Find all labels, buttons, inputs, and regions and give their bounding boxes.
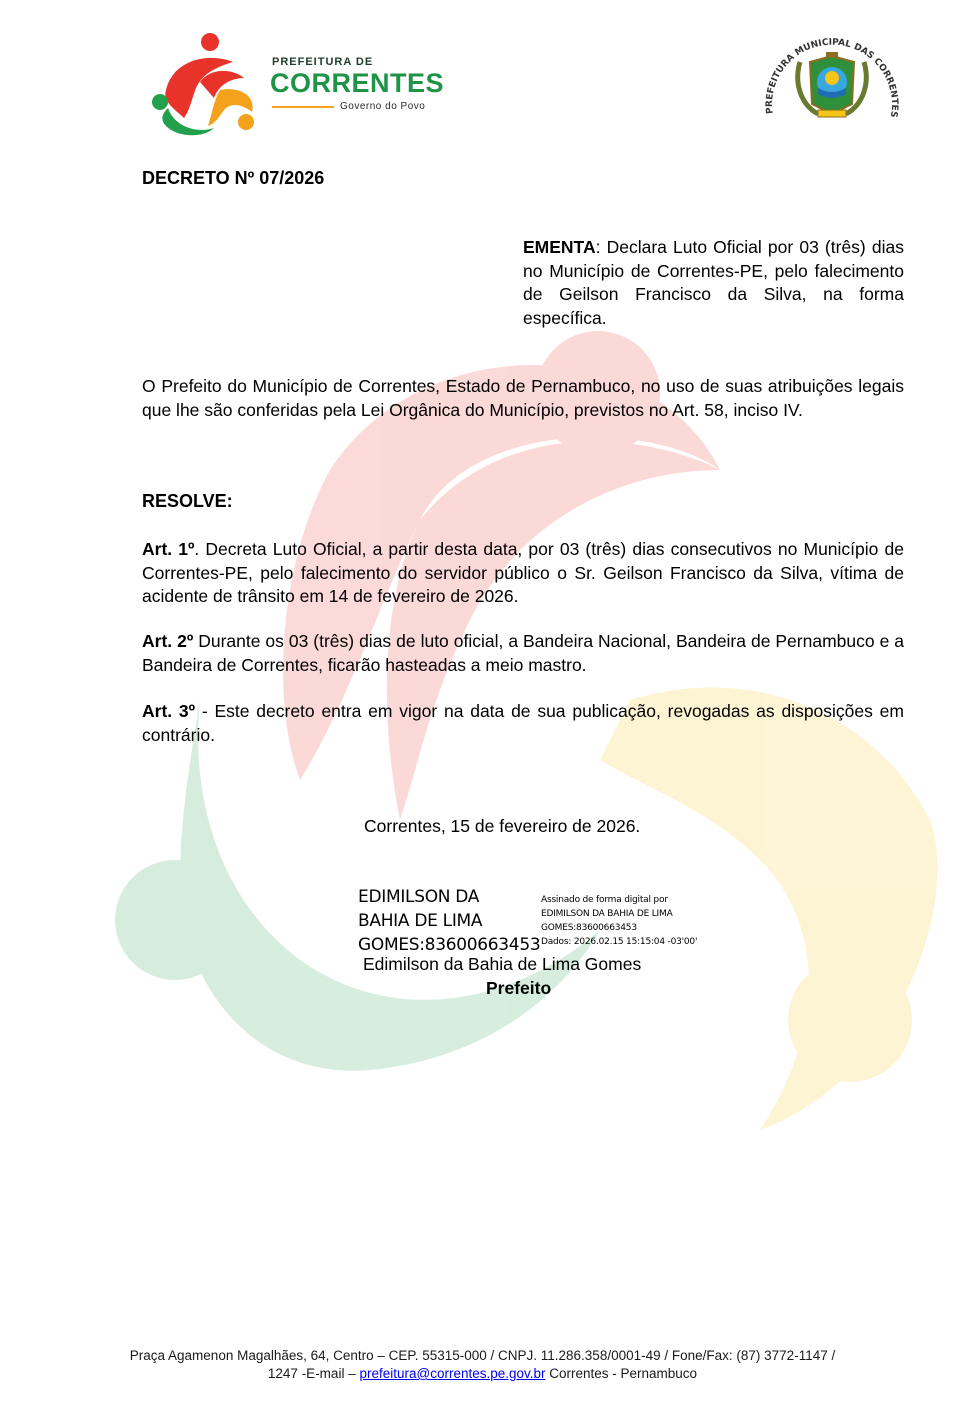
logo-divider xyxy=(272,106,334,108)
ementa-label: EMENTA xyxy=(523,237,596,257)
signer-name: Edimilson da Bahia de Lima Gomes xyxy=(363,954,642,974)
article-label: Art. 1º xyxy=(142,539,195,559)
footer-address xyxy=(80,1347,885,1383)
footer-city: Correntes - Pernambuco xyxy=(545,1366,698,1381)
footer-line-2 xyxy=(80,1365,885,1383)
prefeitura-logo xyxy=(148,30,458,140)
decree-date: Correntes, 15 de fevereiro de 2026. xyxy=(364,816,641,836)
article-text: . Decreta Luto Oficial, a partir desta data, por 03 (três) dias consecutivos no Município de Correntes-PE, pelo falecimento do servidor público o Sr. Geilson Francisco da Silva, vítima de acidente de trânsito em 14 de fevereiro de 2026. xyxy=(142,539,904,606)
article-label: Art. 3º xyxy=(142,701,196,721)
preamble: O Prefeito do Município de Correntes, Estado de Pernambuco, no uso de suas atribuições legais que lhe são conferidas pela Lei Orgânica do Município, previstos no Art. 58, inciso IV. xyxy=(142,376,904,420)
ementa xyxy=(523,236,904,330)
article-2 xyxy=(142,630,904,677)
signer-line: BAHIA DE LIMA xyxy=(358,911,483,931)
seal-emblem-icon xyxy=(752,12,912,142)
digital-line: GOMES:83600663453 xyxy=(541,923,637,933)
article-text: - Este decreto entra em vigor na data de sua publicação, revogadas as disposições em contrário. xyxy=(142,701,904,745)
signer-role: Prefeito xyxy=(486,978,552,998)
article-1 xyxy=(142,538,904,609)
article-text: Durante os 03 (três) dias de luto oficial, a Bandeira Nacional, Bandeira de Pernambuco e a Bandeira de Correntes, ficarão hasteadas a meio mastro. xyxy=(142,631,904,675)
email-link[interactable]: prefeitura@correntes.pe.gov.br xyxy=(359,1366,546,1381)
svg-text:PREFEITURA MUNICIPAL DAS CORRE: PREFEITURA MUNICIPAL DAS CORRENTES xyxy=(764,37,900,119)
logo-tagline: Governo do Povo xyxy=(340,101,426,112)
logo-name: CORRENTES xyxy=(270,68,445,98)
digital-line: EDIMILSON DA BAHIA DE LIMA xyxy=(541,909,673,919)
signer-line: GOMES:83600663453 xyxy=(358,935,541,955)
logo-top-text: PREFEITURA DE xyxy=(272,56,374,68)
article-label: Art. 2º xyxy=(142,631,194,651)
digital-line: Dados: 2026.02.15 15:15:04 -03'00' xyxy=(541,937,698,947)
signer-line: EDIMILSON DA xyxy=(358,887,480,907)
municipal-seal xyxy=(752,12,912,142)
digital-line: Assinado de forma digital por xyxy=(541,895,668,905)
decree-title: DECRETO Nº 07/2026 xyxy=(142,168,325,188)
digital-signature-info xyxy=(541,893,741,949)
footer-phone-tail: 1247 -E-mail – xyxy=(267,1366,360,1381)
article-3 xyxy=(142,700,904,747)
footer-line-1: Praça Agamenon Magalhães, 64, Centro – CEP. 55315-000 / CNPJ. 11.286.358/0001-49 / Fone/Fax: (87) 3772-1147 / xyxy=(129,1348,836,1363)
resolve-heading: RESOLVE: xyxy=(142,491,233,511)
logo-mark-icon xyxy=(148,30,268,140)
signer-block xyxy=(358,885,541,957)
ementa-text: : Declara Luto Oficial por 03 (três) dias no Município de Correntes-PE, pelo falecimento de Geilson Francisco da Silva, na forma específica. xyxy=(523,237,904,328)
